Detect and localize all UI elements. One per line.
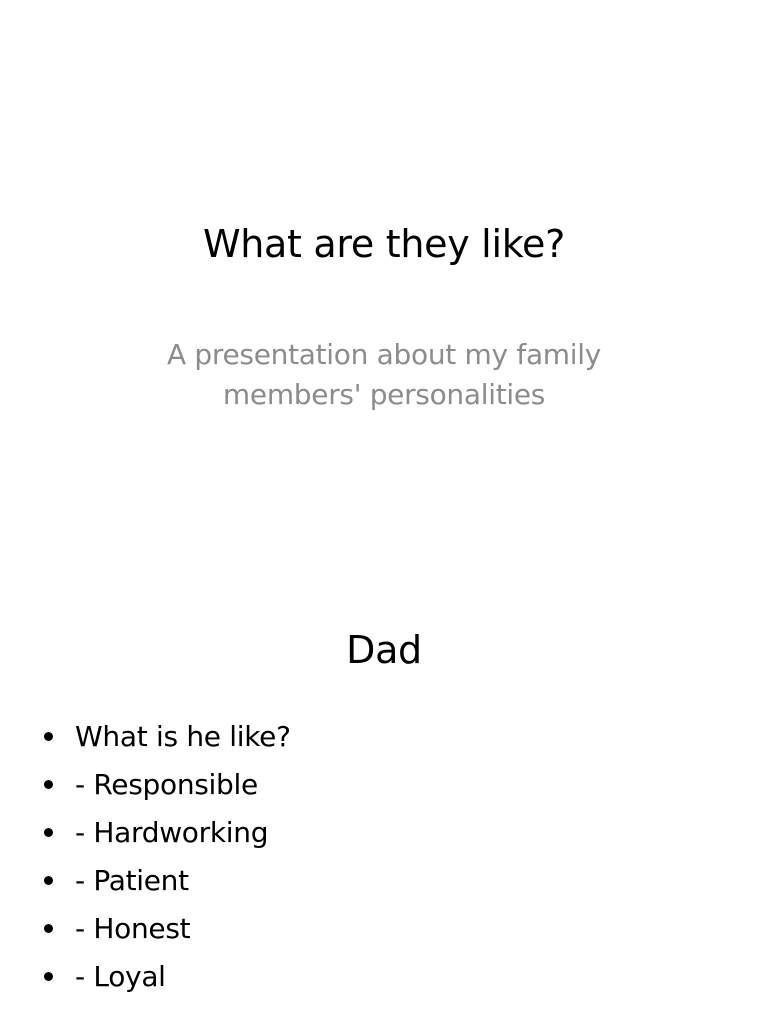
bullet-icon <box>44 876 53 885</box>
bullet-item <box>42 904 291 952</box>
slide-title: What are they like? <box>203 222 565 266</box>
bullet-text: - Honest <box>75 911 191 945</box>
bullet-item <box>42 712 291 760</box>
bullet-text: - Responsible <box>75 767 258 801</box>
bullet-icon <box>44 732 53 741</box>
bullet-item <box>42 856 291 904</box>
bullet-icon <box>44 972 53 981</box>
slide-subtitle: A presentation about my family members' personalities <box>166 338 602 411</box>
bullet-icon <box>44 780 53 789</box>
dad-slide <box>0 576 768 1024</box>
bullet-text: What is he like? <box>75 719 291 753</box>
bullet-item <box>42 808 291 856</box>
bullet-text: - Patient <box>75 863 189 897</box>
slide-title: Dad <box>346 628 422 672</box>
bullet-icon <box>44 924 53 933</box>
bullet-item <box>42 952 291 1000</box>
bullet-text: - Hardworking <box>75 815 269 849</box>
bullet-item <box>42 760 291 808</box>
bullet-icon <box>44 828 53 837</box>
bullet-list <box>42 712 291 1000</box>
bullet-text: - Loyal <box>75 959 166 993</box>
